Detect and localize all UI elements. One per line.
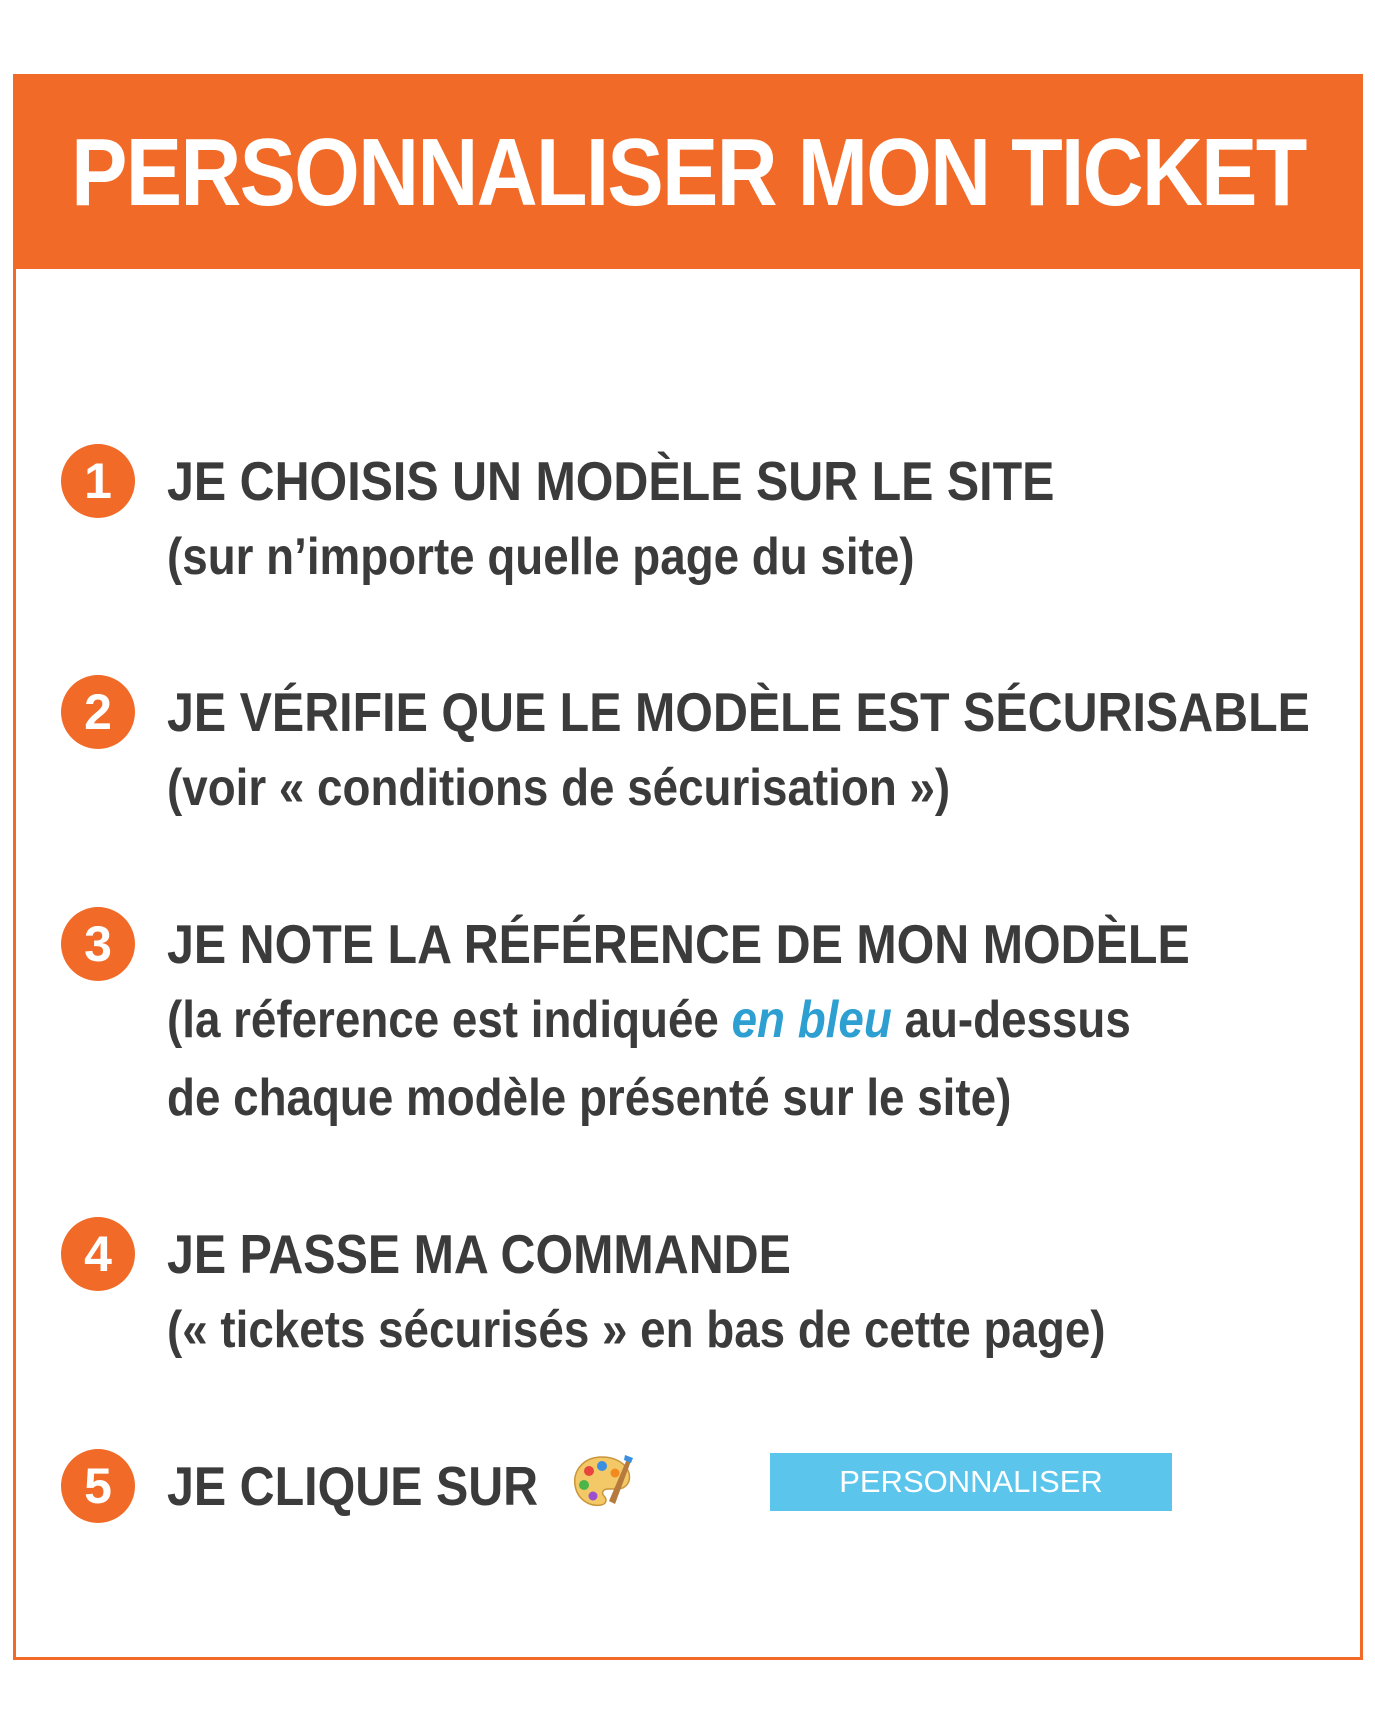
step-number-badge: 1: [61, 444, 135, 518]
step-number-badge: 2: [61, 675, 135, 749]
step-title: JE CLIQUE SUR: [167, 1455, 539, 1517]
step-text: [167, 1449, 1347, 1523]
detail-text: (la réference est indiquée: [167, 991, 732, 1049]
instructions-card: [13, 74, 1363, 1660]
step-detail: (sur n’importe quelle page du site): [167, 528, 915, 586]
step-detail-line-2: de chaque modèle présenté sur le site): [167, 1069, 1012, 1127]
header-banner: [16, 77, 1360, 269]
step-text: [167, 1217, 1347, 1369]
step-number-badge: 3: [61, 907, 135, 981]
step-number-badge: 4: [61, 1217, 135, 1291]
step-detail: (« tickets sécurisés » en bas de cette page): [167, 1301, 1106, 1359]
step-detail: (voir « conditions de sécurisation »): [167, 759, 951, 817]
step-title: JE CHOISIS UN MODÈLE SUR LE SITE: [167, 450, 1055, 512]
step-title: JE NOTE LA RÉFÉRENCE DE MON MODÈLE: [167, 913, 1190, 975]
highlighted-text: en bleu: [731, 991, 892, 1049]
page-title: PERSONNALISER MON TICKET: [70, 119, 1306, 226]
palette-icon: [569, 1449, 635, 1515]
step-title: JE PASSE MA COMMANDE: [167, 1223, 791, 1285]
step-text: [167, 907, 1347, 1137]
step-text: [167, 444, 1347, 596]
step-number-badge: 5: [61, 1449, 135, 1523]
step-title: JE VÉRIFIE QUE LE MODÈLE EST SÉCURISABLE: [167, 681, 1310, 743]
step-detail-line-1: [167, 981, 1205, 1059]
step-text: [167, 675, 1347, 827]
detail-text: au-dessus: [891, 991, 1131, 1049]
personalize-button[interactable]: PERSONNALISER: [770, 1453, 1172, 1511]
